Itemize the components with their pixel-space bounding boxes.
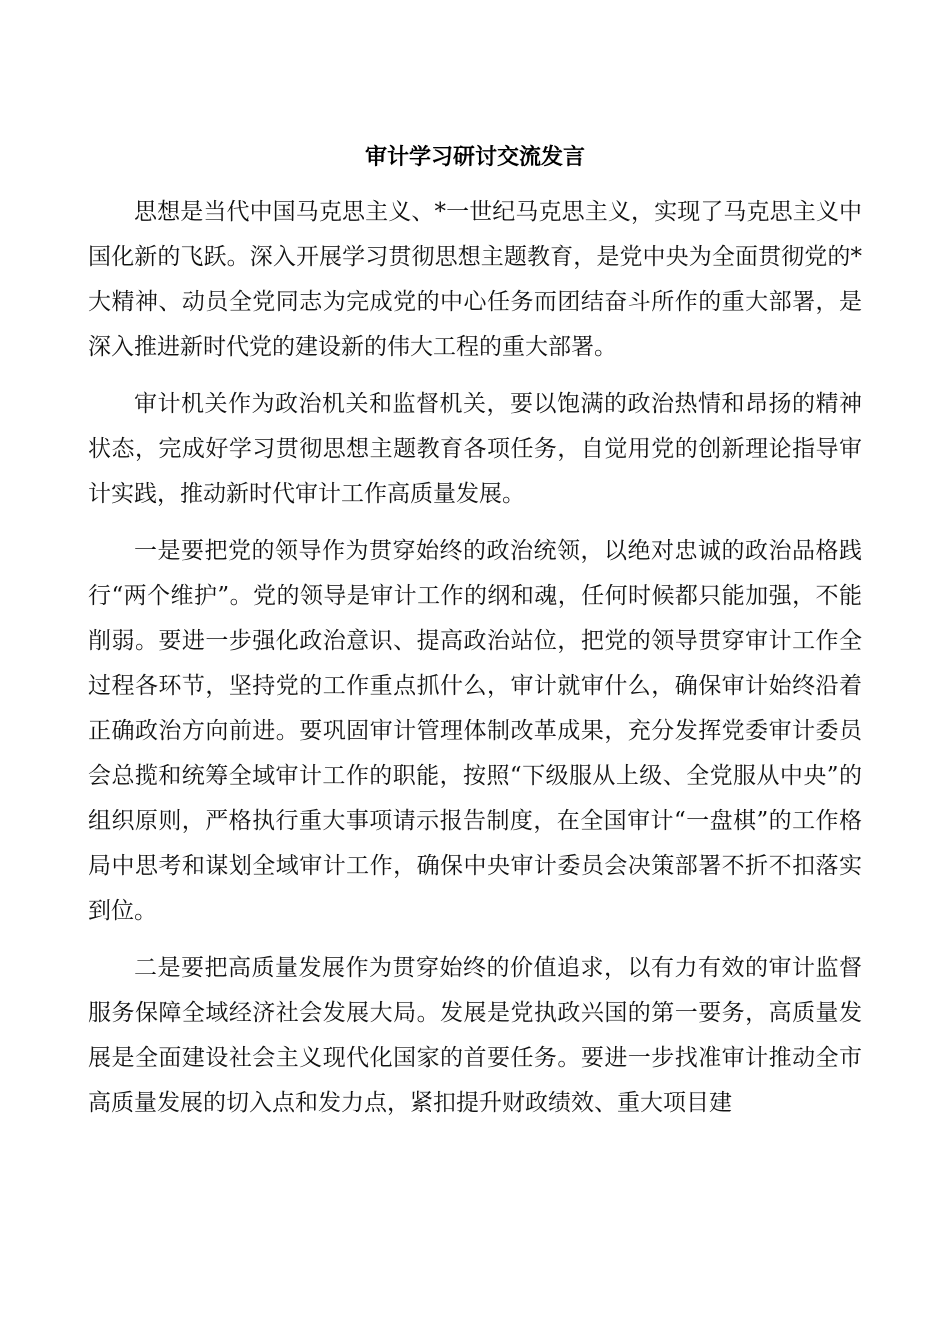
paragraph-intro: 思想是当代中国马克思主义、*一世纪马克思主义，实现了马克思主义中国化新的飞跃。深入开展学习贯彻思想主题教育，是党中央为全面贯彻党的*大精神、动员全党同志为完成党的中心任务而团结奋斗所作的重大部署，是深入推进新时代党的建设新的伟大工程的重大部署。 — [88, 199, 862, 360]
document-title: 审计学习研讨交流发言 — [364, 145, 585, 170]
paragraph-point-one: 一是要把党的领导作为贯穿始终的政治统领，以绝对忠诚的政治品格践行“两个维护”。党的领导是审计工作的纲和魂，任何时候都只能加强，不能削弱。要进一步强化政治意识、提高政治站位，把党的领导贯穿审计工作全过程各环节，坚持党的工作重点抓什么，审计就审什么，确保审计始终沿着正确政治方向前进。要巩固审计管理体制改革成果，充分发挥党委审计委员会总揽和统筹全域审计工作的职能，按照“下级服从上级、全党服从中央”的组织原则，严格执行重大事项请示报告制度，在全国审计“一盘棋”的工作格局中思考和谋划全域审计工作，确保中央审计委员会决策部署不折不扣落实到位。 — [88, 538, 862, 924]
paragraph-point-two: 二是要把高质量发展作为贯穿始终的价值追求，以有力有效的审计监督服务保障全域经济社会发展大局。发展是党执政兴国的第一要务，高质量发展是全面建设社会主义现代化国家的首要任务。要进一步找准审计推动全市高质量发展的切入点和发力点，紧扣提升财政绩效、重大项目建 — [88, 955, 862, 1116]
document-body — [88, 190, 862, 1138]
paragraph-audit-role: 审计机关作为政治机关和监督机关，要以饱满的政治热情和昂扬的精神状态，完成好学习贯彻思想主题教育各项任务，自觉用党的创新理论指导审计实践，推动新时代审计工作高质量发展。 — [88, 391, 862, 507]
